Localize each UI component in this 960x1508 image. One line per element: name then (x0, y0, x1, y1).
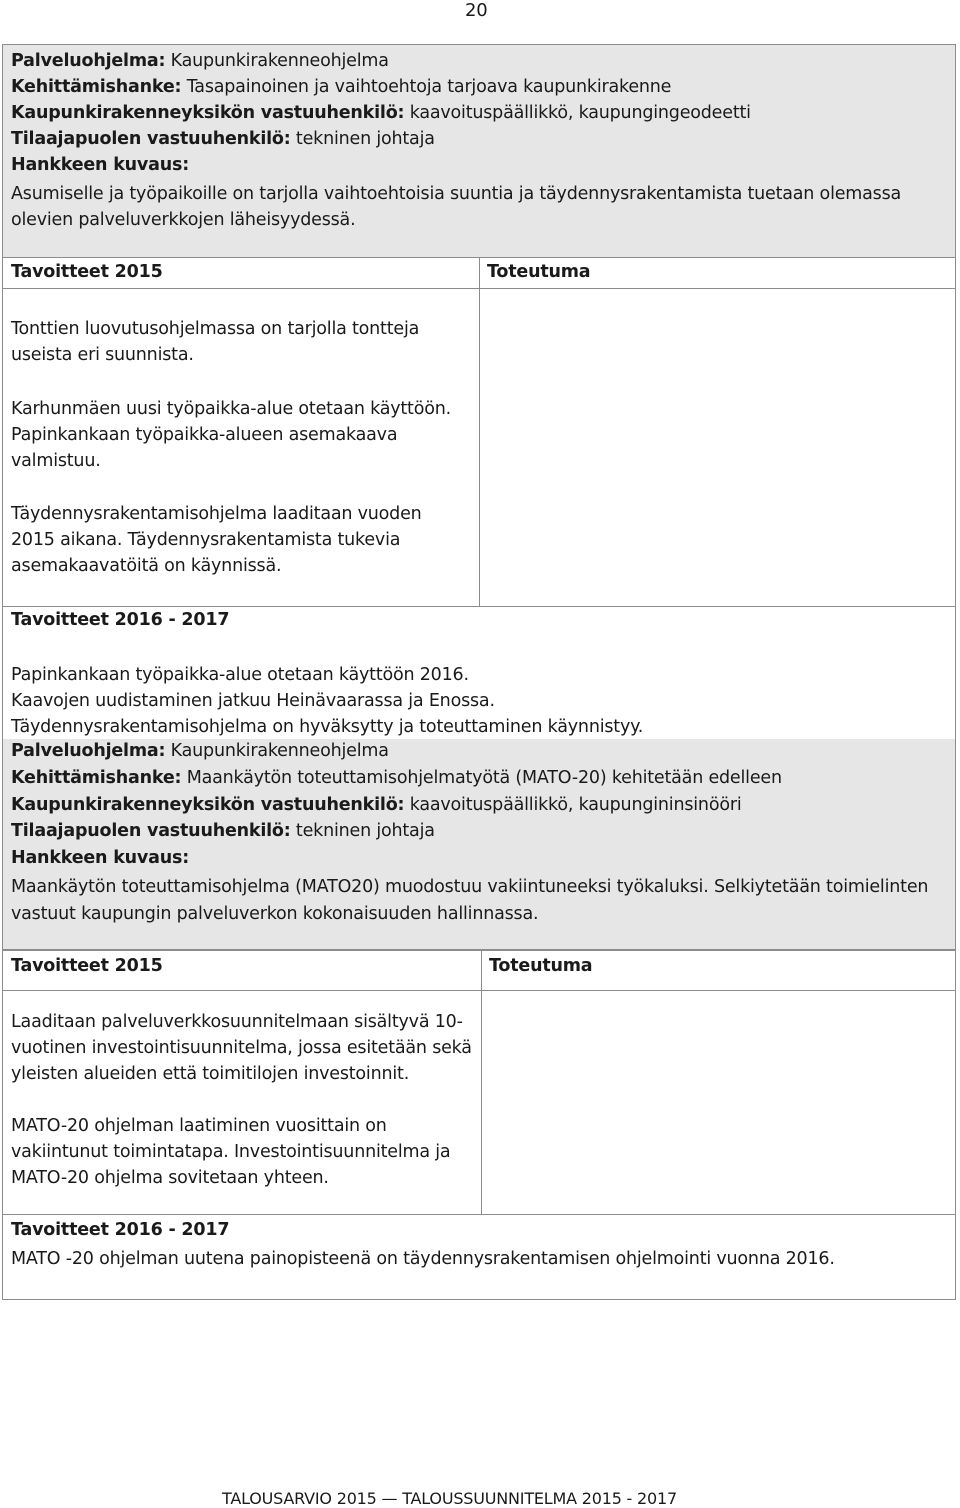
programme-line (11, 51, 389, 71)
goal-2016-item: Täydennysrakentamisohjelma on hyväksytty ja toteuttaminen käynnistyy. (11, 717, 644, 737)
goal-item: Täydennysrakentamisohjelma laaditaan vuoden 2015 aikana. Täydennysrakentamista tukevia asemakaavatöitä on käynnissä. (11, 504, 422, 576)
project-2-goals-table (2, 950, 956, 1300)
development-value: Tasapainoinen ja vaihtoehtoja tarjoava kaupunkirakenne (181, 77, 672, 97)
goal-item: Laaditaan palveluverkkosuunnitelmaan sisältyvä 10-vuotinen investointisuunnitelma, jossa esitetään sekä yleisten alueiden että toimitilojen investoinnit. (11, 1012, 472, 1084)
unit-responsible-value: kaavoituspäällikkö, kaupungingeodeetti (404, 103, 751, 123)
unit-responsible-label: Kaupunkirakenneyksikön vastuuhenkilö: (11, 795, 405, 815)
programme-label: Palveluohjelma: (11, 51, 166, 71)
table-top-border (3, 950, 955, 951)
table-divider (3, 1214, 955, 1215)
description-label: Hankkeen kuvaus: (11, 848, 189, 868)
project-1-header (2, 44, 956, 258)
client-responsible-line (11, 821, 435, 841)
client-responsible-label: Tilaajapuolen vastuuhenkilö: (11, 129, 291, 149)
page-number: 20 (465, 0, 488, 21)
programme-value: Kaupunkirakenneohjelma (165, 51, 389, 71)
unit-responsible-value: kaavoituspäällikkö, kaupungininsinööri (404, 795, 742, 815)
unit-responsible-label: Kaupunkirakenneyksikön vastuuhenkilö: (11, 103, 405, 123)
project-2-header (2, 739, 956, 950)
unit-responsible-line (11, 795, 742, 815)
programme-value: Kaupunkirakenneohjelma (165, 741, 389, 761)
goals-2015-header: Tavoitteet 2015 (11, 956, 163, 976)
goal-2016-item: Kaavojen uudistaminen jatkuu Heinävaarassa ja Enossa. (11, 691, 495, 711)
realization-header: Toteutuma (489, 956, 593, 976)
development-label: Kehittämishanke: (11, 77, 182, 97)
unit-responsible-line (11, 103, 751, 123)
page-footer: TALOUSARVIO 2015 — TALOUSSUUNNITELMA 2015 - 2017 (222, 1489, 677, 1508)
table-divider (3, 606, 955, 607)
goal-2016-item: MATO -20 ohjelman uutena painopisteenä on täydennysrakentamisen ohjelmointi vuonna 2016. (11, 1249, 835, 1269)
development-label: Kehittämishanke: (11, 768, 182, 788)
goals-2016-header: Tavoitteet 2016 - 2017 (11, 1220, 230, 1240)
goals-2016-header: Tavoitteet 2016 - 2017 (11, 610, 230, 630)
programme-label: Palveluohjelma: (11, 741, 166, 761)
client-responsible-value: tekninen johtaja (290, 821, 435, 841)
realization-header: Toteutuma (487, 262, 591, 282)
goal-item: Karhunmäen uusi työpaikka-alue otetaan käyttöön. Papinkankaan työpaikka-alueen asemakaava valmistuu. (11, 399, 451, 471)
column-divider (479, 258, 480, 606)
development-line (11, 77, 671, 97)
goal-item: MATO-20 ohjelman laatiminen vuosittain on vakiintunut toimintatapa. Investointisuunnitelma ja MATO-20 ohjelma sovitetaan yhteen. (11, 1116, 451, 1188)
description-text: Maankäytön toteuttamisohjelma (MATO20) muodostuu vakiintuneeksi työkaluksi. Selkiytetään toimielinten vastuut kaupungin palveluverkon kokonaisuuden hallinnassa. (11, 877, 929, 924)
programme-line (11, 741, 389, 761)
header-underline (3, 288, 955, 289)
client-responsible-value: tekninen johtaja (290, 129, 435, 149)
goals-2015-header: Tavoitteet 2015 (11, 262, 163, 282)
project-1-goals-table (2, 258, 956, 739)
goal-item: Tonttien luovutusohjelmassa on tarjolla tontteja useista eri suunnista. (11, 319, 420, 365)
development-value: Maankäytön toteuttamisohjelmatyötä (MATO-20) kehitetään edelleen (181, 768, 782, 788)
description-text: Asumiselle ja työpaikoille on tarjolla vaihtoehtoisia suuntia ja täydennysrakentamista tuetaan olemassa olevien palveluverkkojen läheisyydessä. (11, 184, 902, 230)
development-line (11, 768, 782, 788)
client-responsible-line (11, 129, 435, 149)
goal-2016-item: Papinkankaan työpaikka-alue otetaan käyttöön 2016. (11, 665, 469, 685)
header-underline (3, 990, 955, 991)
client-responsible-label: Tilaajapuolen vastuuhenkilö: (11, 821, 291, 841)
description-label: Hankkeen kuvaus: (11, 155, 189, 175)
